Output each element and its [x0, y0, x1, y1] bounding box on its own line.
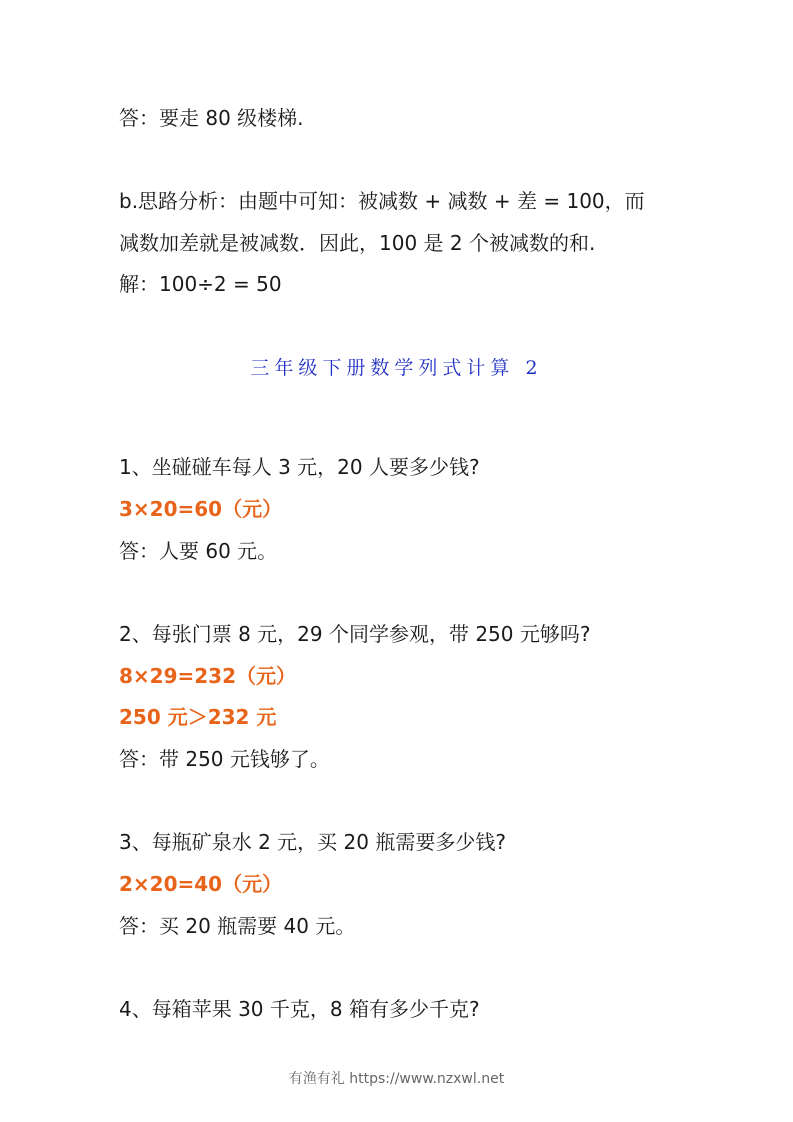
- answer-text: 答：带 250 元钱够了。: [119, 747, 330, 771]
- work-line: 8×29=232（元）: [119, 664, 297, 688]
- question-text: 2、每张门票 8 元，29 个同学参观，带 250 元够吗?: [119, 622, 591, 646]
- section-title: 三年级下册数学列式计算 2: [250, 357, 543, 379]
- analysis-line: b.思路分析：由题中可知：被减数 + 减数 + 差 = 100，而: [119, 189, 645, 213]
- analysis-line: 减数加差就是被减数．因此，100 是 2 个被减数的和.: [119, 231, 596, 255]
- question-text: 3、每瓶矿泉水 2 元，买 20 瓶需要多少钱?: [119, 830, 506, 854]
- work-line: 3×20=60（元）: [119, 497, 283, 521]
- work-line: 2×20=40（元）: [119, 872, 283, 896]
- answer-line: 答：要走 80 级楼梯.: [119, 106, 304, 130]
- question-text: 1、坐碰碰车每人 3 元，20 人要多少钱?: [119, 455, 480, 479]
- question-text: 4、每箱苹果 30 千克，8 箱有多少千克?: [119, 997, 480, 1021]
- work-line: 250 元＞232 元: [119, 705, 277, 729]
- answer-text: 答：买 20 瓶需要 40 元。: [119, 914, 356, 938]
- answer-text: 答：人要 60 元。: [119, 539, 278, 563]
- footer-watermark: 有渔有礼 https://www.nzxwl.net: [288, 1071, 505, 1087]
- solution-line: 解：100÷2 = 50: [119, 272, 282, 296]
